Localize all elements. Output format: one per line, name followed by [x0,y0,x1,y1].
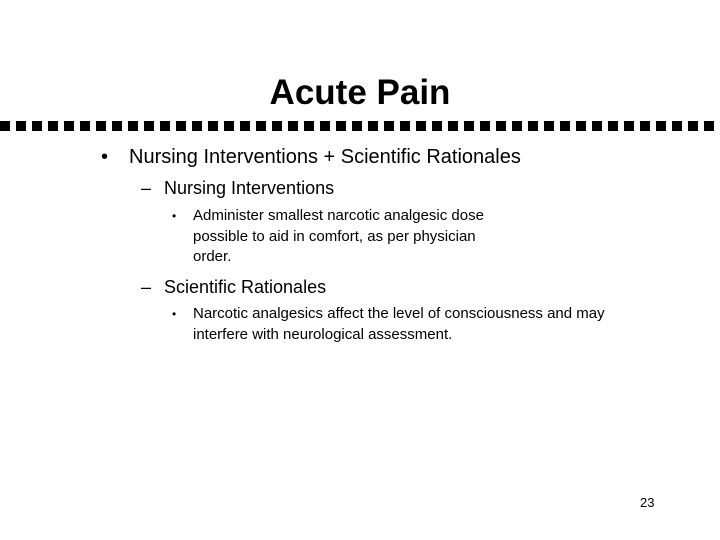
divider-square [400,121,410,131]
divider-square [352,121,362,131]
divider-square [656,121,666,131]
divider-square [496,121,506,131]
list-item [172,304,663,345]
divider-square [672,121,682,131]
divider-square [304,121,314,131]
divider-square [416,121,426,131]
divider-square [208,121,218,131]
list-item-text: Narcotic analgesics affect the level of consciousness and may interfere with neurological assessment. [193,305,605,343]
divider-square [448,121,458,131]
list-item-text: Administer smallest narcotic analgesic dose possible to aid in comfort, as per physician order. [193,207,484,265]
divider-square [0,121,10,131]
divider-square [144,121,154,131]
divider-square [640,121,650,131]
bullet-icon: • [172,209,177,223]
divider-square [240,121,250,131]
divider-square [48,121,58,131]
divider-square [704,121,714,131]
page-number: 23 [640,495,655,510]
divider-square [576,121,586,131]
bullet-icon: • [101,146,109,168]
divider-square [288,121,298,131]
divider-square [560,121,570,131]
divider-square [224,121,234,131]
divider-square [320,121,330,131]
divider-square [272,121,282,131]
divider-square [384,121,394,131]
divider-square [256,121,266,131]
divider-square [80,121,90,131]
divider-square [336,121,346,131]
list-item [172,206,513,268]
divider-square [176,121,186,131]
section-scientific-rationales [141,276,326,298]
divider-square [32,121,42,131]
section-nursing-interventions [141,177,334,199]
section-label: Nursing Interventions [164,178,335,198]
dash-icon: – [141,178,152,198]
divider-square [368,121,378,131]
divider-square [528,121,538,131]
divider-square [688,121,698,131]
divider-square [592,121,602,131]
title-divider [0,119,720,133]
dash-icon: – [141,277,152,297]
divider-square [64,121,74,131]
main-bullet [101,145,521,169]
divider-square [480,121,490,131]
divider-square [544,121,554,131]
divider-square [16,121,26,131]
slide-title: Acute Pain [269,73,451,112]
divider-square [128,121,138,131]
divider-square [624,121,634,131]
section-label: Scientific Rationales [164,277,327,297]
divider-square [160,121,170,131]
divider-square [432,121,442,131]
divider-square [192,121,202,131]
divider-square [464,121,474,131]
bullet-icon: • [172,307,177,321]
divider-square [512,121,522,131]
divider-square [112,121,122,131]
divider-square [96,121,106,131]
main-heading: Nursing Interventions + Scientific Rationales [129,146,521,168]
divider-square [608,121,618,131]
